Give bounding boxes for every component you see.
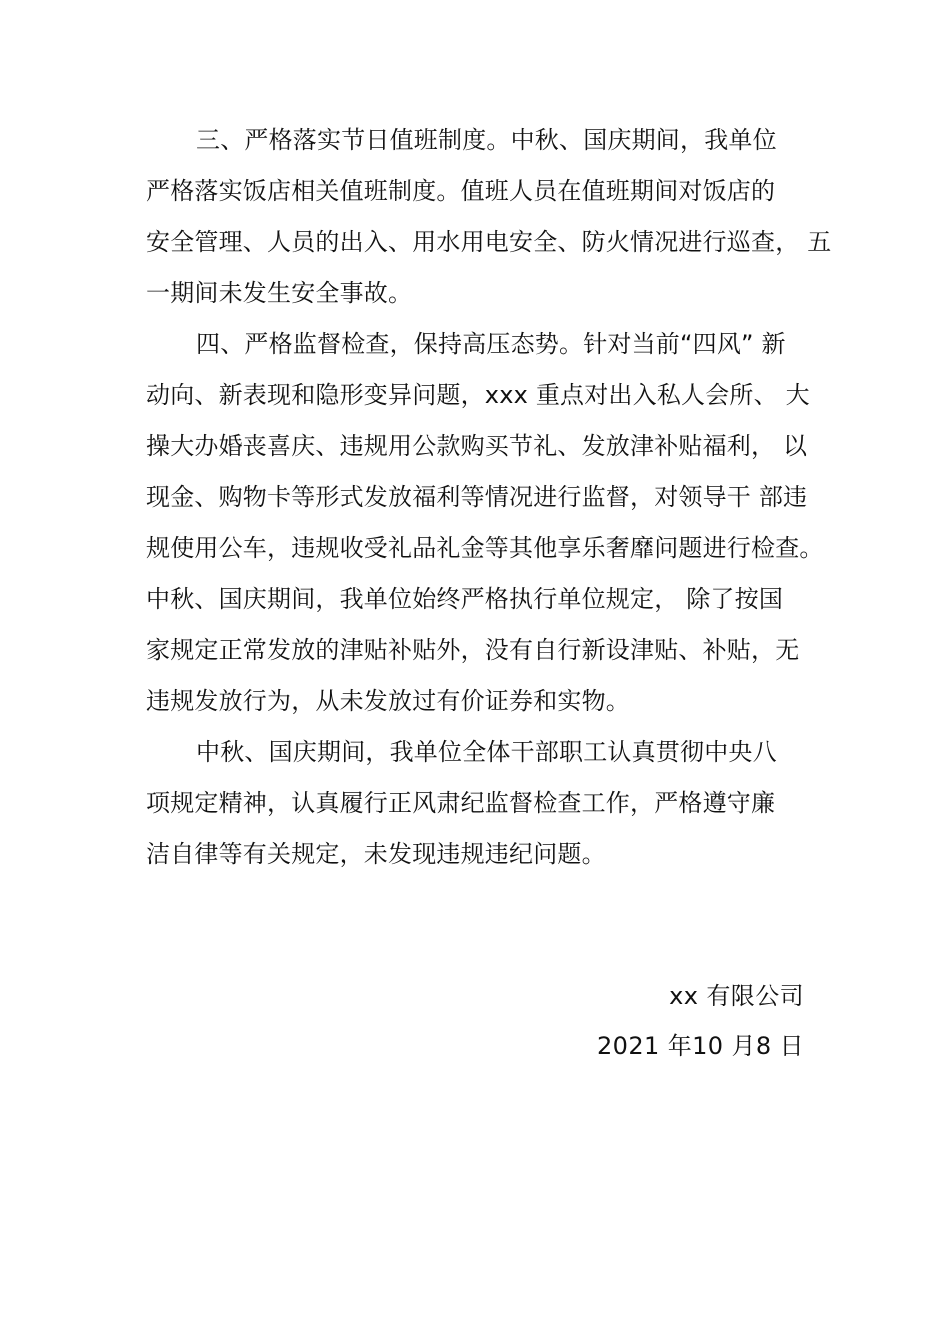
paragraph-2-line-5: 规使用公车，违规收受礼品礼金等其他享乐奢靡问题进行检查。 [146,534,824,562]
paragraph-2-line-2: 动向、新表现和隐形变异问题，xxx 重点对出入私人会所、 大 [146,381,810,409]
signature-company: xx 有限公司 [669,982,804,1010]
paragraph-2-line-7: 家规定正常发放的津贴补贴外，没有自行新设津贴、补贴，无 [146,636,800,664]
paragraph-3-line-2: 项规定精神，认真履行正风肃纪监督检查工作，严格遵守廉 [146,789,776,817]
paragraph-2-line-4: 现金、购物卡等形式发放福利等情况进行监督，对领导干 部违 [146,483,808,511]
paragraph-2-line-8: 违规发放行为，从未发放过有价证券和实物。 [146,687,630,715]
paragraph-1-line-1: 三、严格落实节日值班制度。中秋、国庆期间，我单位 [196,126,777,154]
paragraph-2-line-6: 中秋、国庆期间，我单位始终严格执行单位规定， 除了按国 [146,585,784,613]
paragraph-2-line-1: 四、严格监督检查，保持高压态势。针对当前“四风” 新 [196,330,786,358]
paragraph-3-line-1: 中秋、国庆期间，我单位全体干部职工认真贯彻中央八 [196,738,777,766]
paragraph-1-line-3: 安全管理、人员的出入、用水用电安全、防火情况进行巡查， 五 [146,228,832,256]
paragraph-1-line-4: 一期间未发生安全事故。 [146,279,413,307]
signature-date: 2021 年10 月8 日 [597,1032,804,1060]
paragraph-3-line-3: 洁自律等有关规定，未发现违规违纪问题。 [146,840,606,868]
paragraph-1-line-2: 严格落实饭店相关值班制度。值班人员在值班期间对饭店的 [146,177,776,205]
paragraph-2-line-3: 操大办婚丧喜庆、违规用公款购买节礼、发放津补贴福利， 以 [146,432,808,460]
